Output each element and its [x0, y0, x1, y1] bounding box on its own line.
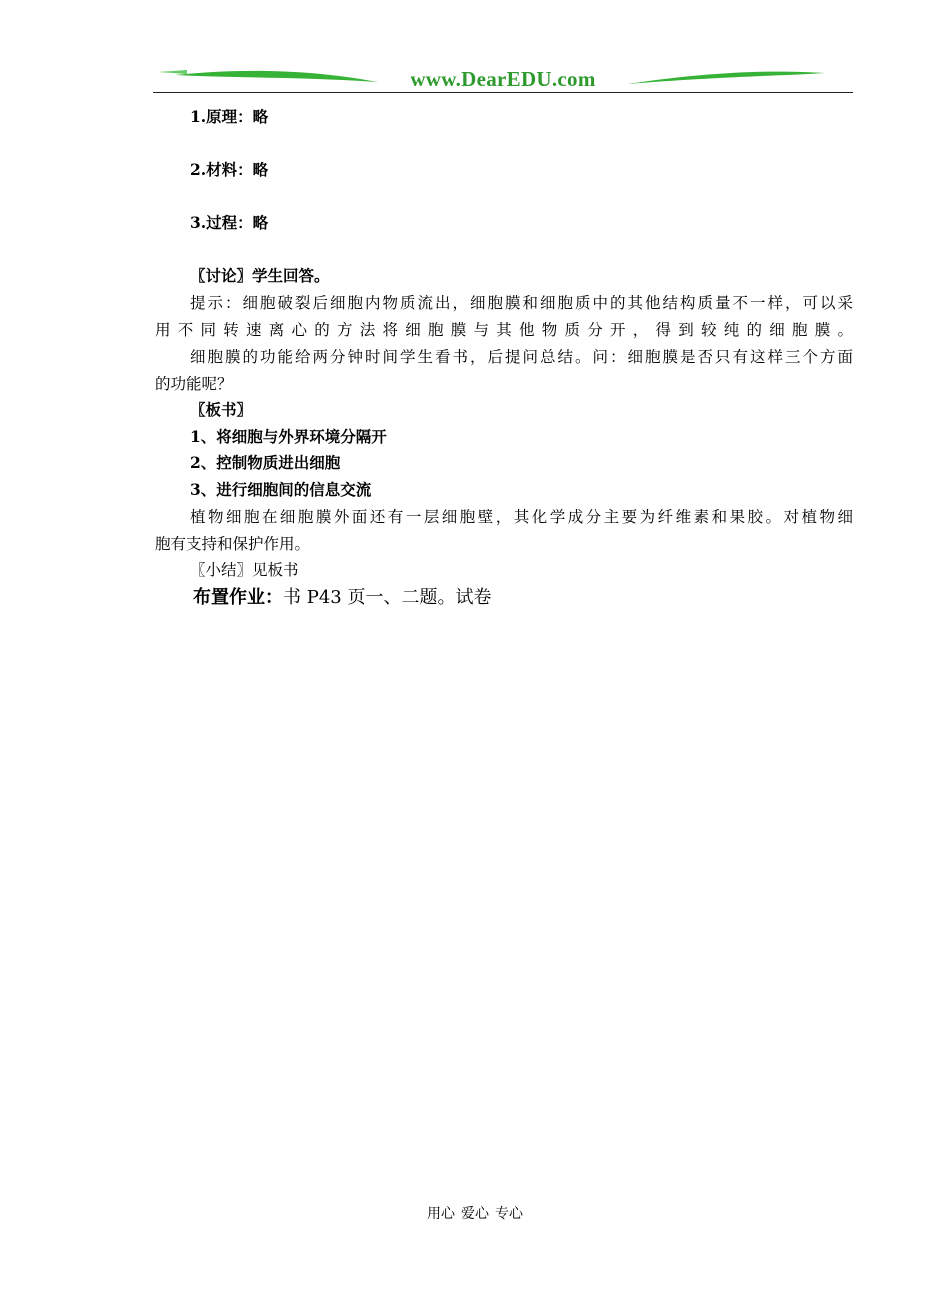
item-materials: 2.材料：略	[190, 160, 269, 179]
footer-part-2: 爱心	[461, 1206, 489, 1222]
item-principle: 1.原理：略	[190, 107, 269, 126]
page-header	[153, 60, 853, 96]
cell-wall-line-2: 胞有支持和保护作用。	[155, 535, 311, 553]
board-item-3: 3、进行细胞间的信息交流	[190, 480, 372, 499]
footer-part-3: 专心	[495, 1206, 523, 1222]
header-rule	[153, 92, 853, 93]
cell-wall-line-1	[155, 507, 853, 527]
function-line-2: 的功能呢？	[155, 375, 233, 393]
page-footer	[0, 1203, 950, 1223]
cell-wall-text-1: 植物细胞在细胞膜外面还有一层细胞壁，其化学成分主要为纤维素和果胶。对植物细	[190, 508, 853, 526]
homework-label: 布置作业：	[193, 587, 283, 608]
site-logo-text: www.DearEDU.com	[410, 67, 596, 91]
hint-text-1: 提示：细胞破裂后细胞内物质流出，细胞膜和细胞质中的其他结构质量不一样，可以采	[190, 294, 853, 312]
homework-text: 书 P43 页一、二题。试卷	[283, 587, 492, 608]
summary-line: 〖小结〗见板书	[190, 561, 299, 579]
board-item-2: 2、控制物质进出细胞	[190, 453, 341, 472]
item-process: 3.过程：略	[190, 213, 269, 232]
hint-line-2: 用不同转速离心的方法将细胞膜与其他物质分开，得到较纯的细胞膜。	[155, 321, 853, 339]
discussion-heading: 〖讨论〗学生回答。	[190, 266, 330, 285]
homework-line	[193, 586, 491, 610]
footer-part-1: 用心	[427, 1206, 455, 1222]
board-item-1: 1、将细胞与外界环境分隔开	[190, 427, 387, 446]
hint-line-1	[155, 293, 853, 313]
function-line-1	[155, 347, 853, 367]
function-text-1: 细胞膜的功能给两分钟时间学生看书，后提问总结。问：细胞膜是否只有这样三个方面	[190, 348, 853, 366]
board-heading: 〖板书〗	[190, 400, 253, 419]
